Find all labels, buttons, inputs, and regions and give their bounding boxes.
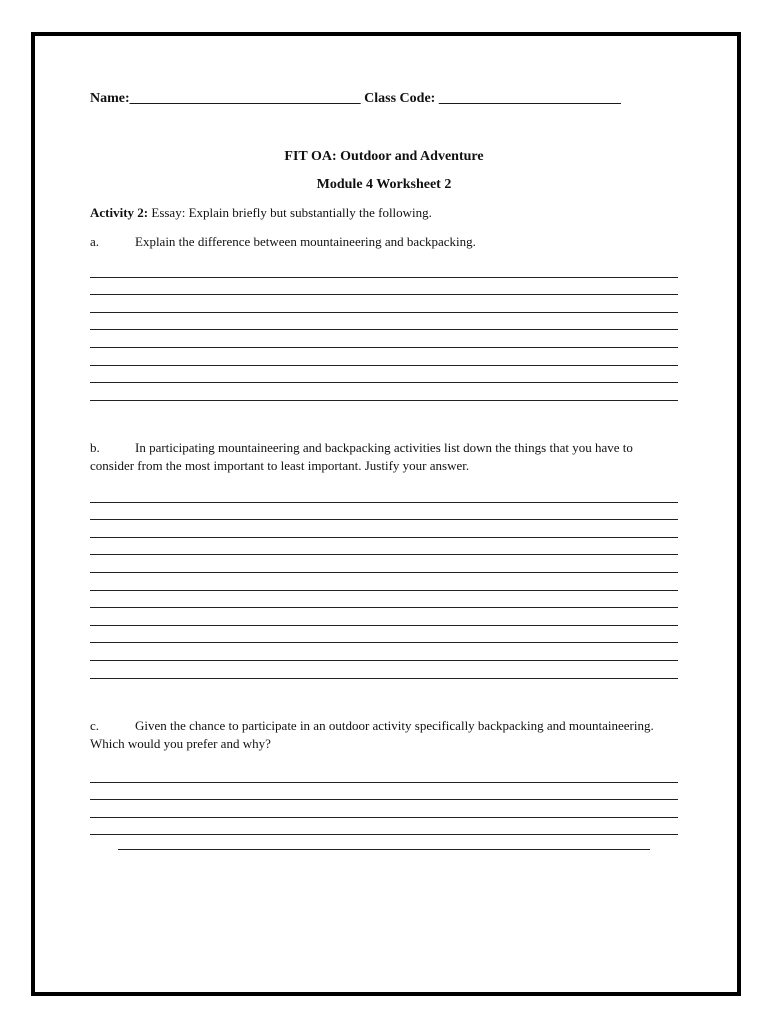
name-class-code-field[interactable]: Name:_________________________________ Class Code: __________________________ [90,91,621,106]
question-text: Given the chance to participate in an outdoor activity specifically backpacking and mountaineering. Which would you prefer and why? [90,718,654,751]
answer-line[interactable] [90,313,678,331]
question-text: Explain the difference between mountaineering and backpacking. [135,234,476,249]
course-title: FIT OA: Outdoor and Adventure [284,149,484,164]
answer-line[interactable] [90,348,678,366]
answer-line-final[interactable] [118,849,650,850]
answer-line[interactable] [90,485,678,503]
answer-line[interactable] [90,591,678,609]
answer-line[interactable] [90,783,678,801]
answer-line[interactable] [90,555,678,573]
answer-line[interactable] [90,260,678,278]
answer-line[interactable] [90,626,678,644]
question-text: In participating mountaineering and backpacking activities list down the things that you have to consider from the most important to least important. Justify your answer. [90,440,633,473]
answer-line[interactable] [90,573,678,591]
answer-line[interactable] [90,330,678,348]
question-b [90,439,678,475]
question-c [90,717,678,753]
answer-line[interactable] [90,538,678,556]
answer-line[interactable] [90,608,678,626]
activity-text: Essay: Explain briefly but substantially the following. [148,205,432,220]
answer-line[interactable] [90,643,678,661]
answer-line[interactable] [90,278,678,296]
answer-line[interactable] [90,818,678,836]
question-letter: c. [90,718,100,733]
answer-lines-b[interactable] [90,485,678,679]
activity-instruction [90,205,432,221]
answer-line[interactable] [90,800,678,818]
module-title: Module 4 Worksheet 2 [316,177,452,192]
answer-line[interactable] [90,383,678,401]
answer-line[interactable] [90,765,678,783]
answer-lines-c[interactable] [90,765,678,835]
question-letter: b. [90,440,100,455]
answer-lines-a[interactable] [90,260,678,401]
answer-line[interactable] [90,520,678,538]
answer-line[interactable] [90,295,678,313]
answer-line[interactable] [90,661,678,679]
activity-label: Activity 2: [90,205,149,220]
answer-line[interactable] [90,503,678,521]
answer-line[interactable] [90,366,678,384]
question-a [90,233,678,251]
question-letter: a. [90,234,100,249]
